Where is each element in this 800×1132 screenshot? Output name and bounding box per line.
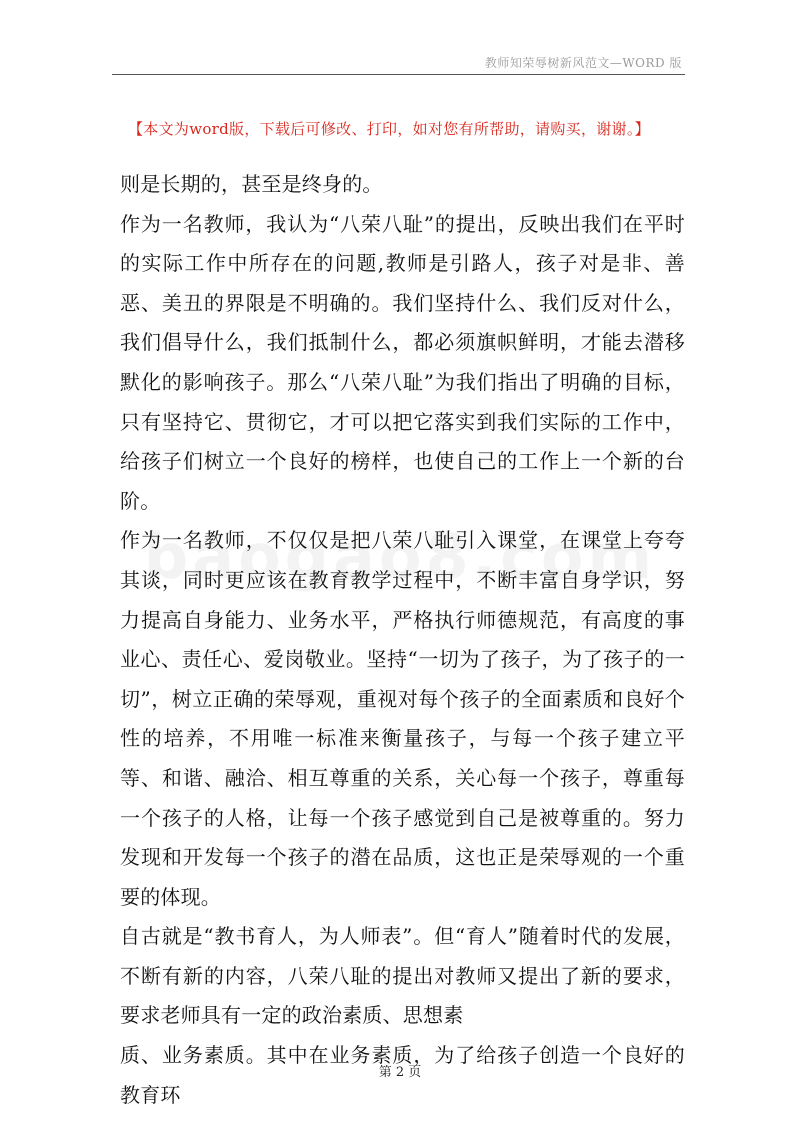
paragraph: 作为一名教师，我认为“八荣八耻”的提出，反映出我们在平时的实际工作中所存在的问题,教师是引路人，孩子对是非、善恶、美丑的界限是不明确的。我们坚持什么、我们反对什么，我们倡导什么，我们抵制什么，都必须旗帜鲜明，才能去潜移默化的影响孩子。那么“八荣八耻”为我们指出了明确的目标，只有坚持它、贯彻它，才可以把它落实到我们实际的工作中，给孩子们树立一个良好的榜样，也使自己的工作上一个新的台阶。: [120, 211, 685, 513]
paragraph: 自古就是“教书育人，为人师表”。但“育人”随着时代的发展，不断有新的内容，八荣八耻的提出对教师又提出了新的要求，要求老师具有一定的政治素质、思想素: [120, 924, 685, 1028]
header-divider: [112, 74, 685, 75]
paragraph: 则是长期的，甚至是终身的。: [120, 172, 383, 196]
document-body: [120, 165, 685, 1115]
header-title: 教师知荣辱树新风范文—WORD 版: [484, 56, 682, 70]
paragraph: 作为一名教师，不仅仅是把八荣八耻引入课堂，在课堂上夸夸其谈，同时更应该在教育教学过程中，不断丰富自身学识，努力提高自身能力、业务水平，严格执行师德规范，有高度的事业心、责任心、爱岗敬业。坚持“一切为了孩子，为了孩子的一切”，树立正确的荣辱观，重视对每个孩子的全面素质和良好个性的培养，不用唯一标准来衡量孩子，与每一个孩子建立平等、和谐、融洽、相互尊重的关系，关心每一个孩子，尊重每一个孩子的人格，让每一个孩子感觉到自己是被尊重的。努力发现和开发每一个孩子的潜在品质，这也正是荣辱观的一个重要的体现。: [120, 528, 685, 909]
download-notice: 【本文为word版，下载后可修改、打印，如对您有所帮助，请购买，谢谢。】: [128, 120, 650, 138]
paragraph: 质、业务素质。其中在业务素质，为了给孩子创造一个良好的教育环: [120, 1043, 685, 1107]
page-number: 第 2 页: [378, 1065, 422, 1080]
